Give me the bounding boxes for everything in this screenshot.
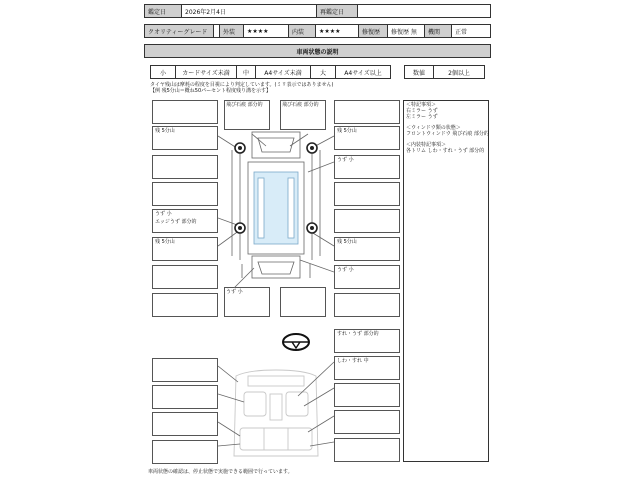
size-medium-label: 中: [236, 65, 256, 79]
damage-box-right-3: [334, 182, 400, 206]
footer-note: 車両状態の確認は、停止状態で実施できる範囲で行っています。: [148, 469, 293, 475]
quality-grade-label: クオリティーグレード: [144, 24, 214, 38]
window-notes-heading: ＜ウィンドウ類の状態＞: [406, 125, 461, 131]
notes-panel: [403, 100, 489, 462]
damage-box-left-9: [152, 385, 218, 409]
damage-box-right-4: [334, 209, 400, 233]
damage-box-right-12: [334, 438, 400, 462]
damage-box-left-7: [152, 293, 218, 317]
damage-box-left-10: [152, 412, 218, 436]
reinspection-date-value: [357, 4, 491, 18]
size-small-desc: カードサイズ未満: [175, 65, 237, 79]
damage-label-interior-2: しわ・すれ 中: [337, 358, 369, 364]
repair-history-value: 修復歴 無: [387, 24, 425, 38]
damage-label-bottom-left: うず 小: [226, 289, 243, 295]
damage-label-right-1: 残 5分山: [337, 128, 357, 134]
interior-note-1: 各トリム しわ・すれ・うず 部分的: [406, 148, 485, 154]
steering-wheel-icon: [280, 330, 312, 354]
damage-label-left-3b: エッジうず 部分的: [155, 219, 197, 225]
tire-note-line1: タイヤ残山は摩耗の程度を目視により判定しています。(ミリ表示ではありません): [150, 82, 334, 88]
damage-box-left-3: [152, 182, 218, 206]
damage-box-left-2: [152, 155, 218, 179]
mechanism-value: 正常: [451, 24, 491, 38]
tire-note-line2: 【例 残5分山＝概ね50パーセント程度残り溝を示す】: [150, 88, 272, 94]
damage-box-left-8: [152, 358, 218, 382]
damage-label-left-4: 残 5分山: [155, 239, 175, 245]
size-medium-desc: A4サイズ未満: [255, 65, 311, 79]
exterior-label: 外装: [219, 24, 244, 38]
repair-history-label: 修復歴: [358, 24, 388, 38]
damage-box-right-11: [334, 410, 400, 434]
interior-label: 内装: [288, 24, 316, 38]
damage-box-right-7: [334, 293, 400, 317]
damage-box-left-0: [152, 100, 218, 124]
damage-label-left-3a: うず 小: [155, 211, 172, 217]
special-notes-heading: ＜特記事項＞: [406, 102, 437, 108]
damage-box-right-0: [334, 100, 400, 124]
reinspection-date-label: 再鑑定日: [316, 4, 358, 18]
damage-label-right-5: うず 小: [337, 267, 354, 273]
size-large-label: 大: [310, 65, 336, 79]
damage-label-right-2: うず 小: [337, 157, 354, 163]
count-desc: 2個以上: [433, 65, 485, 79]
interior-notes-heading: ＜内装特記事項＞: [406, 142, 447, 148]
exterior-value: ★★★★: [243, 24, 289, 38]
damage-box-left-11: [152, 440, 218, 464]
window-note-1: フロントウィンドウ 飛び石痕 部分的: [406, 131, 489, 137]
section-title: 車両状態の説明: [144, 44, 491, 58]
interior-value: ★★★★: [315, 24, 359, 38]
car-exterior-diagram: [218, 128, 334, 288]
damage-label-top-right: 飛び石痕 部分的: [282, 102, 319, 108]
mechanism-label: 機関: [424, 24, 452, 38]
size-large-desc: A4サイズ以上: [335, 65, 391, 79]
inspection-date-value: 2026年2月4日: [181, 4, 317, 18]
size-small-label: 小: [150, 65, 176, 79]
damage-box-right-10: [334, 383, 400, 407]
inspection-date-label: 鑑定日: [144, 4, 182, 18]
car-interior-diagram: [218, 356, 334, 464]
damage-box-left-6: [152, 265, 218, 289]
damage-label-top-left: 飛び石痕 部分的: [226, 102, 263, 108]
damage-label-interior-1: すれ・うず 部分的: [337, 331, 379, 337]
damage-box-bottom-right: [280, 287, 326, 317]
damage-label-left-1: 残 5分山: [155, 128, 175, 134]
damage-label-right-4: 残 5分山: [337, 239, 357, 245]
count-label: 数値: [404, 65, 434, 79]
special-note-1: 右ミラー うず: [406, 108, 438, 114]
special-note-2: 左ミラー うず: [406, 114, 438, 120]
